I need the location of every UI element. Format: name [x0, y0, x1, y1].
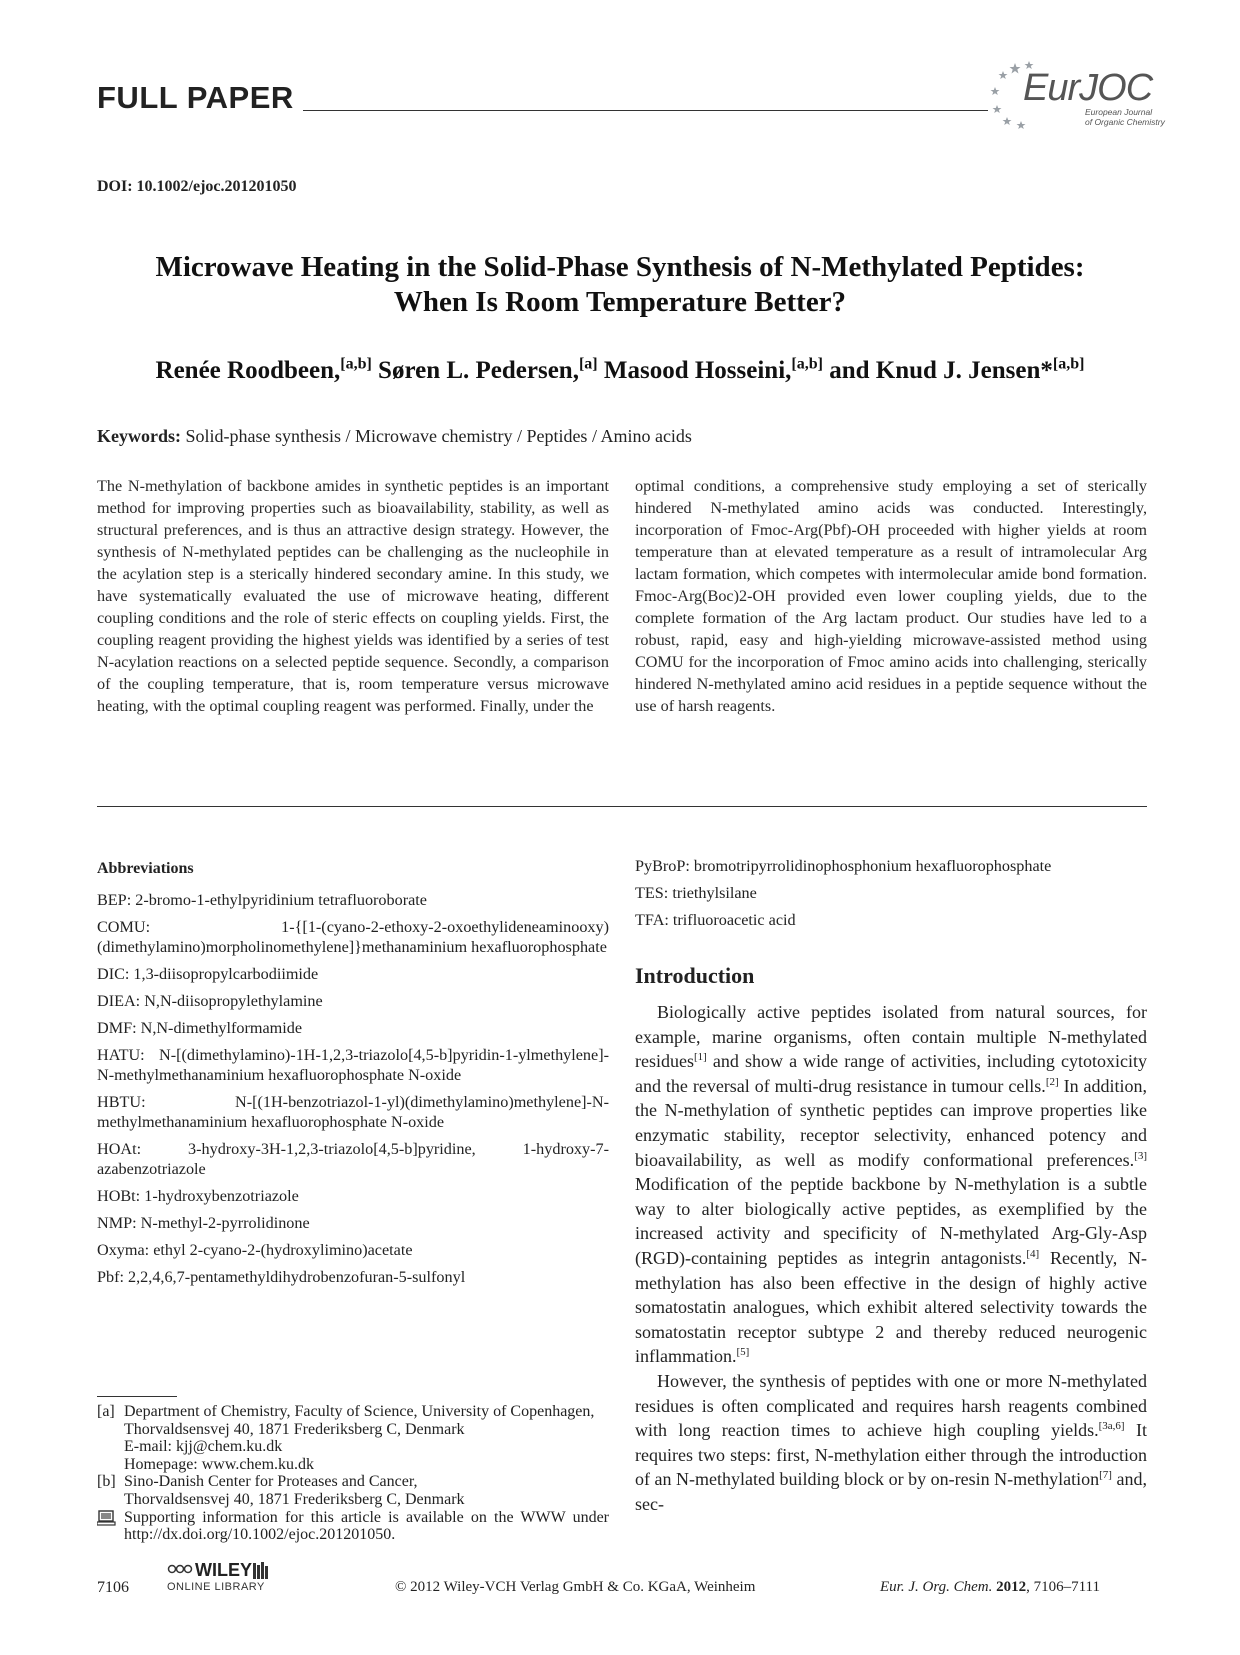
author-4: and Knud J. Jensen*: [822, 357, 1053, 384]
abbreviations-list-right: [635, 856, 1147, 937]
abbreviation-item: HOAt: 3-hydroxy-3H-1,2,3-triazolo[4,5-b]pyridine, 1-hydroxy-7-azabenzotriazole: [97, 1140, 609, 1178]
author-4-affiliation: [a,b]: [1052, 355, 1085, 373]
abstract-rule: [97, 806, 1147, 807]
keywords-label: Keywords:: [97, 426, 181, 446]
introduction-body: [635, 1000, 1147, 1516]
footnotes: [97, 1403, 609, 1544]
books-icon: [252, 1561, 270, 1581]
keywords: [97, 426, 692, 447]
abbreviation-item: DMF: N,N-dimethylformamide: [97, 1019, 303, 1037]
footnote-a-line[interactable]: E-mail: kjj@chem.ku.dk: [124, 1438, 283, 1456]
computer-icon: [97, 1509, 124, 1544]
journal-citation: [880, 1579, 1100, 1596]
footnote-rule: [97, 1396, 177, 1397]
cite-year: 2012: [992, 1579, 1027, 1595]
footnote-a-line: Thorvaldsensvej 40, 1871 Frederiksberg C, Denmark: [124, 1420, 465, 1438]
abbreviation-item: HOBt: 1-hydroxybenzotriazole: [97, 1187, 299, 1205]
footnote-b: [97, 1473, 609, 1508]
author-1: Renée Roodbeen,: [155, 357, 341, 384]
abstract-right-column: [635, 475, 1147, 717]
text-run: In addition, the N-methylation of synthetic peptides can improve properties like enzymatic stability, receptor selectivity, enhanced potency and bioavailability, as well as modify conformational preferences.: [635, 1075, 1147, 1170]
reference-link[interactable]: [2]: [1045, 1075, 1059, 1088]
abbreviations-heading: Abbreviations: [97, 860, 194, 877]
wiley-text: WILEY: [195, 1560, 252, 1580]
text-run: and show a wide range of activities, including cytotoxicity and the reversal of multi-drug resistance in tumour cells.: [635, 1051, 1147, 1096]
introduction-heading: Introduction: [635, 963, 755, 988]
page-number: 7106: [97, 1579, 129, 1596]
abbreviation-item: BEP: 2-bromo-1-ethylpyridinium tetrafluoroborate: [97, 891, 427, 909]
title-line-1: Microwave Heating in the Solid-Phase Synthesis of N-Methylated Peptides:: [155, 251, 1085, 283]
abbreviation-item: Oxyma: ethyl 2-cyano-2-(hydroxylimino)acetate: [97, 1241, 413, 1259]
text-run: Biologically active peptides isolated from natural sources, for example, marine organisms, often contain multiple N-methylated residues: [635, 1002, 1147, 1072]
wiley-logo: [167, 1560, 270, 1593]
reference-link[interactable]: [1]: [693, 1051, 707, 1064]
reference-link[interactable]: [5]: [736, 1346, 750, 1359]
logo-text: EurJOC: [1023, 67, 1153, 109]
logo-subtitle-1: European Journal: [1085, 107, 1153, 117]
online-library-text: ONLINE LIBRARY: [167, 1581, 265, 1593]
footnote-a-line: Department of Chemistry, Faculty of Science, University of Copenhagen,: [124, 1403, 595, 1420]
footnote-a-line[interactable]: Homepage: www.chem.ku.dk: [124, 1455, 315, 1473]
title-line-2: When Is Room Temperature Better?: [393, 286, 847, 318]
wiley-mark-icon: [167, 1561, 195, 1581]
abbreviation-item: TFA: trifluoroacetic acid: [635, 911, 796, 929]
abbreviation-item: COMU: 1-{[1-(cyano-2-ethoxy-2-oxoethylideneaminooxy)(dimethylamino)morpholinomethylene]}methanaminium hexafluorophosphate: [97, 918, 609, 956]
abbreviation-item: TES: triethylsilane: [635, 884, 757, 902]
reference-link[interactable]: [3]: [1134, 1149, 1147, 1162]
introduction-paragraph-2: [635, 1369, 1147, 1517]
abbreviation-item: PyBroP: bromotripyrrolidinophosphonium hexafluorophosphate: [635, 857, 1052, 875]
author-2: Søren L. Pedersen,: [371, 357, 579, 384]
reference-link[interactable]: [7]: [1099, 1469, 1112, 1482]
author-3-affiliation: [a,b]: [791, 355, 823, 373]
footnote-a: [97, 1403, 609, 1473]
footnote-b-line: Sino-Danish Center for Proteases and Cancer,: [124, 1473, 418, 1491]
abbreviation-item: HATU: N-[(dimethylamino)-1H-1,2,3-triazolo[4,5-b]pyridin-1-ylmethylene]-N-methylmethanaminium hexafluorophosphate N-oxide: [97, 1046, 609, 1084]
abbreviation-item: DIC: 1,3-diisopropylcarbodiimide: [97, 965, 319, 983]
cite-journal: Eur. J. Org. Chem.: [880, 1579, 993, 1595]
footnote-b-line: Thorvaldsensvej 40, 1871 Frederiksberg C, Denmark: [124, 1490, 465, 1508]
abstract-right-text: optimal conditions, a comprehensive study employing a set of sterically hindered N-methylated amino acids was conducted. Interestingly, incorporation of Fmoc-Arg(Pbf)-OH proceeded with higher yields at room temperature than at elevated temperature as a result of intramolecular Arg lactam formation, which competes with intermolecular amide bond formation. Fmoc-Arg(Boc)2-OH provided even lower coupling yields, due to the complete formation of the Arg lactam product. Our studies have led to a robust, rapid, easy and high-yielding microwave-assisted method using COMU for the incorporation of Fmoc amino acids into challenging, sterically hindered N-methylated amino acid residues in a peptide sequence without the use of harsh reagents.: [635, 477, 1147, 715]
reference-link[interactable]: [4]: [1026, 1247, 1040, 1260]
reference-link[interactable]: [3a,6]: [1098, 1420, 1125, 1433]
text-run: and, sec-: [635, 1469, 1147, 1514]
abbreviations-list-left: [97, 890, 609, 1294]
section-label: FULL PAPER: [97, 80, 294, 115]
abbreviation-item: DIEA: N,N-diisopropylethylamine: [97, 992, 323, 1010]
abstract-left-text: The N-methylation of backbone amides in synthetic peptides is an important method for improving properties such as bioavailability, stability, as well as structural preferences, and is thus an attractive design strategy. However, the synthesis of N-methylated peptides can be challenging as the nucleophile in the acylation step is a sterically hindered secondary amine. In this study, we have systematically evaluated the use of microwave heating, different coupling conditions and the role of steric effects on coupling yields. First, the coupling reagent providing the highest yields was identified by a series of test N-acylation reactions on a selected peptide sequence. Secondly, a comparison of the coupling temperature, that is, room temperature versus microwave heating, with the optimal coupling reagent was performed. Finally, under the: [97, 477, 609, 715]
author-list: [60, 357, 1180, 385]
abbreviation-item: Pbf: 2,2,4,6,7-pentamethyldihydrobenzofuran-5-sulfonyl: [97, 1268, 466, 1286]
text-run: It requires two steps: first, N-methylation either through the introduction of an N-methylated building block or by on-resin N-methylation: [635, 1420, 1147, 1490]
supporting-info-note: [97, 1509, 609, 1544]
paper-title: [60, 250, 1180, 320]
introduction-paragraph-1: [635, 1000, 1147, 1369]
footnote-a-label: [a]: [97, 1403, 115, 1420]
copyright: © 2012 Wiley-VCH Verlag GmbH & Co. KGaA, Weinheim: [395, 1579, 756, 1595]
logo-subtitle-2: of Organic Chemistry: [1085, 117, 1165, 127]
footnote-b-label: [b]: [97, 1473, 116, 1491]
journal-logo: [985, 55, 1165, 135]
keywords-text: Solid-phase synthesis / Microwave chemistry / Peptides / Amino acids: [181, 426, 692, 446]
abstract-left-column: [97, 475, 609, 717]
header-rule: [303, 110, 988, 111]
text-run: However, the synthesis of peptides with one or more N-methylated residues is often complicated and requires harsh reagents combined with long reaction times to achieve high coupling yields.: [635, 1370, 1147, 1441]
abbreviation-item: NMP: N-methyl-2-pyrrolidinone: [97, 1214, 310, 1232]
text-run: Recently, N-methylation has also been effective in the design of highly active somatostatin analogues, which exhibit altered selectivity towards the somatostatin receptor subtype 2 and thereby reduced neurogenic inflammation.: [635, 1247, 1147, 1367]
abbreviation-item: HBTU: N-[(1H-benzotriazol-1-yl)(dimethylamino)methylene]-N-methylmethanaminium hexafluorophosphate N-oxide: [97, 1093, 609, 1131]
author-1-affiliation: [a,b]: [340, 355, 372, 373]
supporting-info-text[interactable]: Supporting information for this article is available on the WWW under http://dx.doi.org/10.1002/ejoc.201201050.: [124, 1508, 609, 1544]
author-2-affiliation: [a]: [578, 355, 598, 373]
doi: DOI: 10.1002/ejoc.201201050: [97, 178, 297, 195]
author-3: Masood Hosseini,: [597, 357, 792, 384]
cite-pages: , 7106–7111: [1026, 1579, 1100, 1595]
text-run: Modification of the peptide backbone by N-methylation is a subtle way to alter biologically active peptides, as exemplified by the increased activity and specificity of N-methylated Arg-Gly-Asp (RGD)-containing peptides as integrin antagonists.: [635, 1174, 1147, 1268]
